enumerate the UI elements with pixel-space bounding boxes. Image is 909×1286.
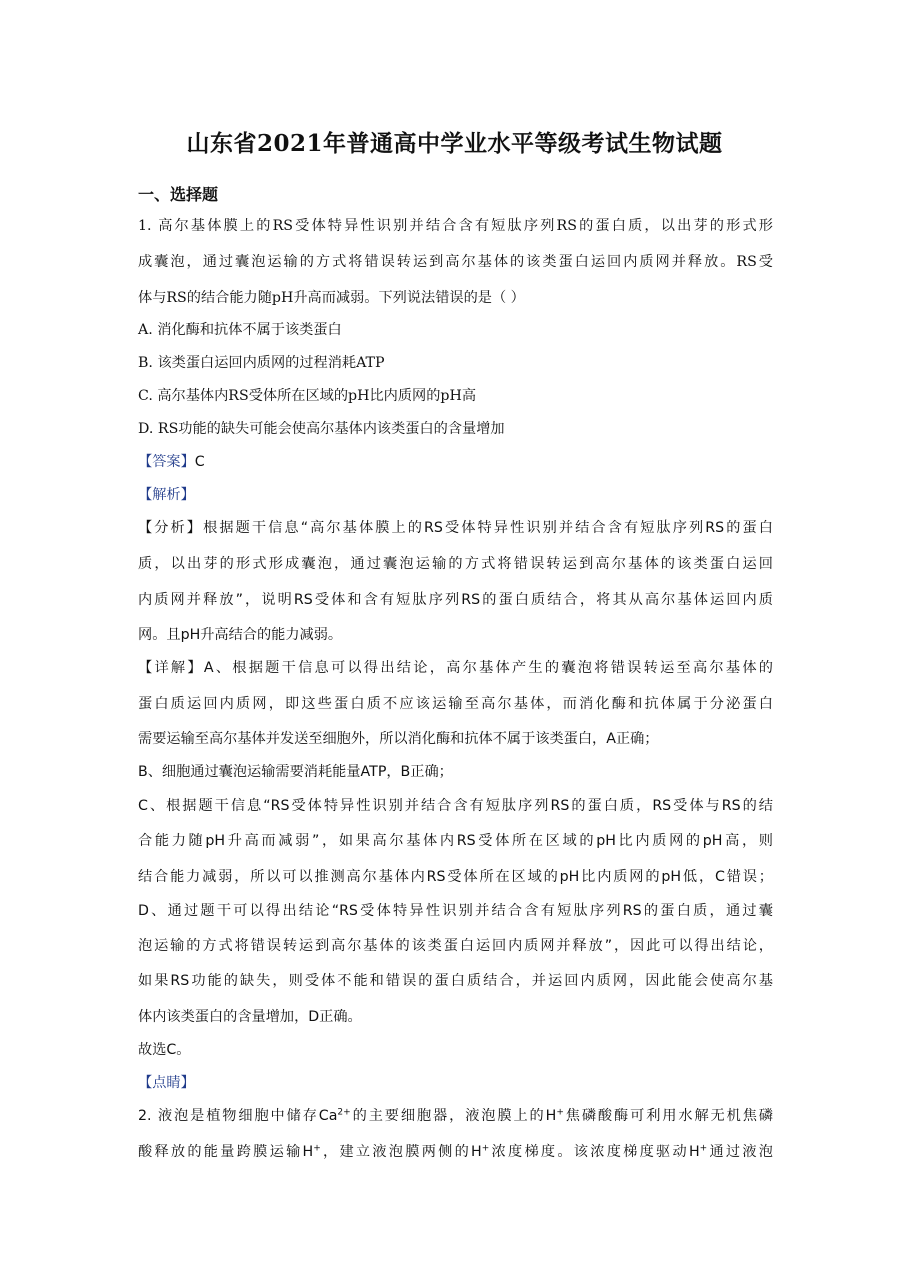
option-d: D. RS功能的缺失可能会使高尔基体内该类蛋白的含量增加 [138,421,505,437]
explanation-line: 泡运输的方式将错误转运到高尔基体的该类蛋白运回内质网并释放”，因此可以得出结论， [138,938,773,954]
answer-row [138,450,773,474]
question-1-stem-line: 成囊泡，通过囊泡运输的方式将错误转运到高尔基体的该类蛋白运回内质网并释放。RS受 [138,254,773,270]
answer-label: 【答案】 [138,454,195,470]
explanation-line: 如果RS功能的缺失，则受体不能和错误的蛋白质结合，并运回内质网，因此能会使高尔基 [138,973,773,989]
explanation-line: B、细胞通过囊泡运输需要消耗能量ATP，B正确； [138,764,453,780]
explanation-line: 合能力随pH升高而减弱”，如果高尔基体内RS受体所在区域的pH比内质网的pH高，则 [138,833,773,849]
section-heading: 一、选择题 [138,185,219,204]
option-c: C. 高尔基体内RS受体所在区域的pH比内质网的pH高 [138,388,477,404]
explanation-line: C、根据题干信息“RS受体特异性识别并结合含有短肽序列RS的蛋白质，RS受体与RS的结 [138,798,773,814]
answer-value: C [194,454,205,470]
page-title: 山东省2021年普通高中学业水平等级考试生物试题 [186,130,723,157]
option-a: A. 消化酶和抗体不属于该类蛋白 [138,322,342,338]
question-2-stem-line: 2. 液泡是植物细胞中储存$Ca^{2+}$的主要细胞器，液泡膜上的H+焦磷酸酶可利用水解无机焦磷 [138,1107,773,1124]
question-1-stem-line: 体与RS的结合能力随pH升高而减弱。下列说法错误的是（ ） [138,290,525,306]
explanation-line: D、通过题干可以得出结论“RS受体特异性识别并结合含有短肽序列RS的蛋白质，通过囊 [138,903,773,919]
explanation-line: 网。且pH升高结合的能力减弱。 [138,627,343,643]
option-b: B. 该类蛋白运回内质网的过程消耗ATP [138,355,385,371]
explanation-line: 结合能力减弱，所以可以推测高尔基体内RS受体所在区域的pH比内质网的pH低，C错误； [138,869,773,885]
explanation-line: 质，以出芽的形式形成囊泡，通过囊泡运输的方式将错误转运到高尔基体的该类蛋白运回 [138,556,773,572]
explanation-line: 体内该类蛋白的含量增加，D正确。 [138,1009,362,1025]
explanation-line: 【点睛】 [138,1075,195,1091]
question-2-stem-line: 酸释放的能量跨膜运输H+，建立液泡膜两侧的H+浓度梯度。该浓度梯度驱动H+通过液泡 [138,1143,773,1160]
explanation-line: 【详解】A、根据题干信息可以得出结论，高尔基体产生的囊泡将错误转运至高尔基体的 [138,660,773,676]
explanation-line: 故选C。 [138,1042,191,1058]
explanation-line: 内质网并释放”，说明RS受体和含有短肽序列RS的蛋白质结合，将其从高尔基体运回内质 [138,592,773,608]
explanation-line: 蛋白质运回内质网，即这些蛋白质不应该运输至高尔基体，而消化酶和抗体属于分泌蛋白 [138,696,773,712]
explanation-line: 【分析】根据题干信息“高尔基体膜上的RS受体特异性识别并结合含有短肽序列RS的蛋白 [138,520,773,536]
question-1-stem-line: 1. 高尔基体膜上的RS受体特异性识别并结合含有短肽序列RS的蛋白质，以出芽的形式形 [138,218,773,234]
explanation-line: 需要运输至高尔基体并发送至细胞外，所以消化酶和抗体不属于该类蛋白，A正确； [138,731,659,747]
analysis-label: 【解析】 [138,487,195,503]
